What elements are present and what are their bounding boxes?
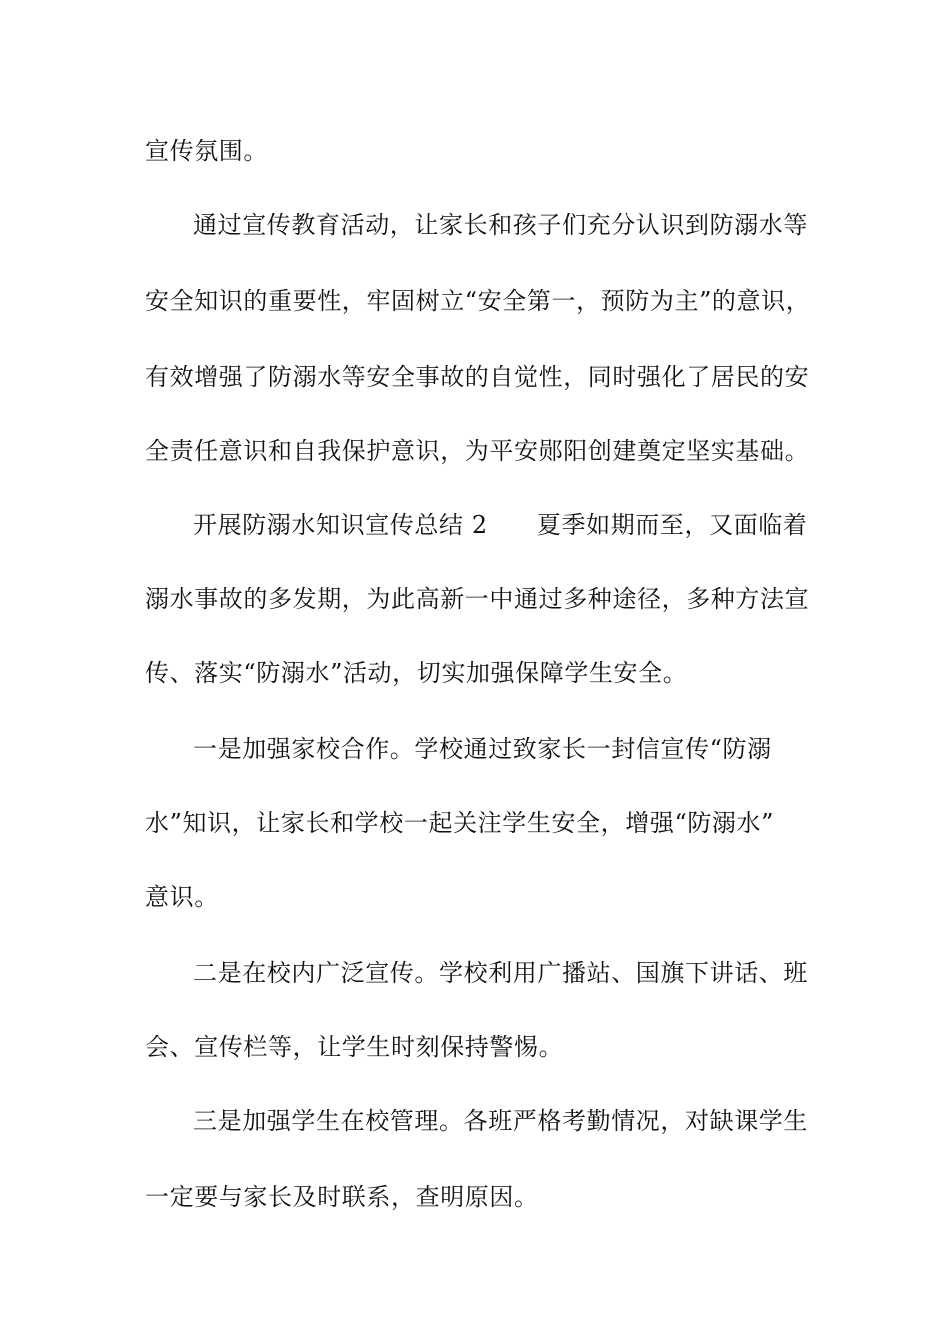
text-line: 会、宣传栏等，让学生时刻保持警惕。 — [145, 1033, 564, 1061]
text-line: 二是在校内广泛宣传。学校利用广播站、国旗下讲话、班 — [193, 959, 808, 987]
text-line: 开展防溺水知识宣传总结 2 夏季如期而至，又面临着 — [193, 511, 808, 539]
text-line: 意识。 — [145, 883, 219, 911]
text-line: 有效增强了防溺水等安全事故的自觉性，同时强化了居民的安 — [145, 363, 810, 391]
text-line: 安全知识的重要性，牢固树立“安全第一，预防为主”的意识， — [145, 287, 811, 315]
text-line: 通过宣传教育活动，让家长和孩子们充分认识到防溺水等 — [193, 211, 808, 239]
text-line: 传、落实“防溺水”活动，切实加强保障学生安全。 — [145, 659, 688, 687]
text-line: 宣传氛围。 — [145, 137, 268, 165]
text-line: 水”知识，让家长和学校一起关注学生安全，增强“防溺水” — [145, 809, 775, 837]
text-line: 三是加强学生在校管理。各班严格考勤情况，对缺课学生 — [193, 1107, 808, 1135]
text-line: 一定要与家长及时联系，查明原因。 — [145, 1183, 539, 1211]
text-line: 全责任意识和自我保护意识，为平安郧阳创建奠定坚实基础。 — [145, 437, 810, 465]
text-line: 溺水事故的多发期，为此高新一中通过多种途径，多种方法宣 — [145, 585, 810, 613]
text-line: 一是加强家校合作。学校通过致家长一封信宣传“防溺 — [193, 735, 772, 763]
